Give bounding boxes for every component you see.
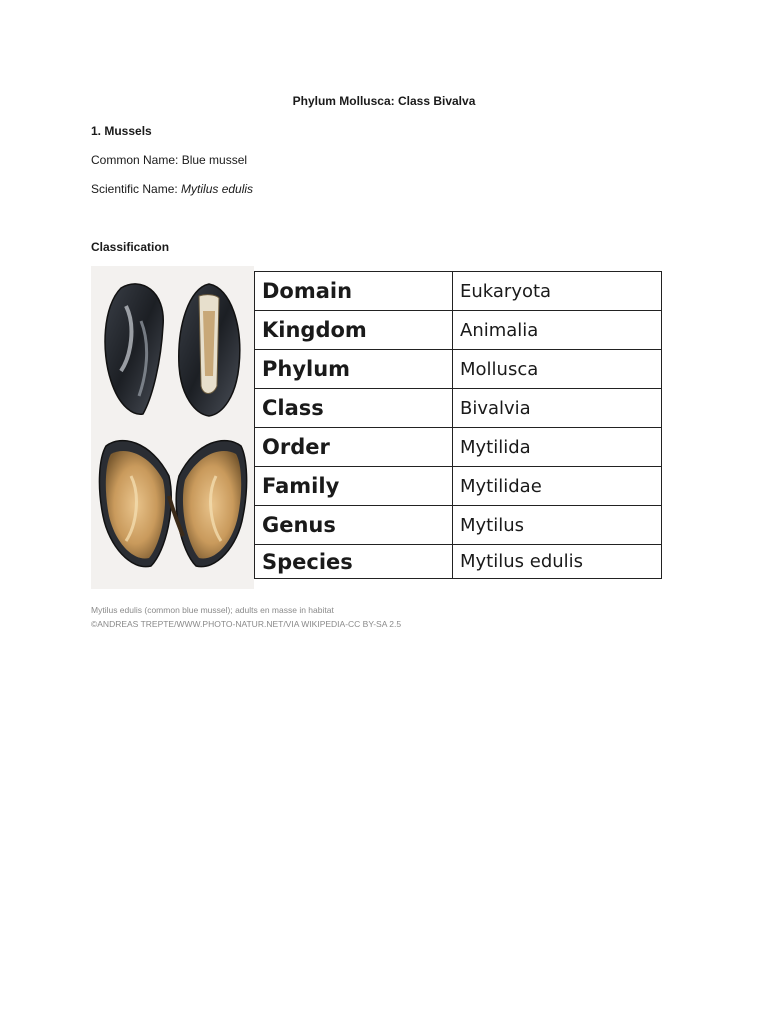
taxon-cell: Mollusca	[453, 350, 662, 389]
taxon-cell: Mytilus edulis	[453, 545, 662, 579]
caption-credit: ©ANDREAS TREPTE/WWW.PHOTO-NATUR.NET/VIA WIKIPEDIA-CC BY-SA 2.5	[91, 619, 402, 629]
common-name-label: Common Name:	[91, 153, 182, 167]
table-row	[255, 467, 662, 506]
common-name-value: Blue mussel	[181, 153, 248, 167]
page-title: Phylum Mollusca: Class Bivalva	[292, 94, 476, 108]
photo-caption	[91, 603, 401, 631]
scientific-name-value: Mytilus edulis	[181, 182, 254, 196]
table-row	[255, 389, 662, 428]
rank-cell: Order	[255, 428, 453, 467]
table-row	[255, 350, 662, 389]
table-row	[255, 506, 662, 545]
scientific-name-line	[91, 182, 253, 196]
taxon-cell: Mytilus	[453, 506, 662, 545]
scientific-name-label: Scientific Name:	[91, 182, 182, 196]
rank-cell: Species	[255, 545, 453, 579]
rank-cell: Family	[255, 467, 453, 506]
rank-cell: Kingdom	[255, 311, 453, 350]
table-row	[255, 272, 662, 311]
rank-cell: Class	[255, 389, 453, 428]
rank-cell: Phylum	[255, 350, 453, 389]
mussel-photo	[91, 266, 254, 589]
taxon-cell: Mytilida	[453, 428, 662, 467]
taxon-cell: Bivalvia	[453, 389, 662, 428]
rank-cell: Genus	[255, 506, 453, 545]
taxon-cell: Eukaryota	[453, 272, 662, 311]
classification-table	[254, 271, 662, 579]
taxon-cell: Mytilidae	[453, 467, 662, 506]
common-name-line	[91, 153, 247, 167]
rank-cell: Domain	[255, 272, 453, 311]
table-row	[255, 545, 662, 579]
section-heading: 1. Mussels	[91, 124, 152, 138]
table-row	[255, 428, 662, 467]
classification-heading: Classification	[91, 240, 170, 254]
taxon-cell: Animalia	[453, 311, 662, 350]
caption-description: Mytilus edulis (common blue mussel); adults en masse in habitat	[91, 605, 334, 615]
table-row	[255, 311, 662, 350]
